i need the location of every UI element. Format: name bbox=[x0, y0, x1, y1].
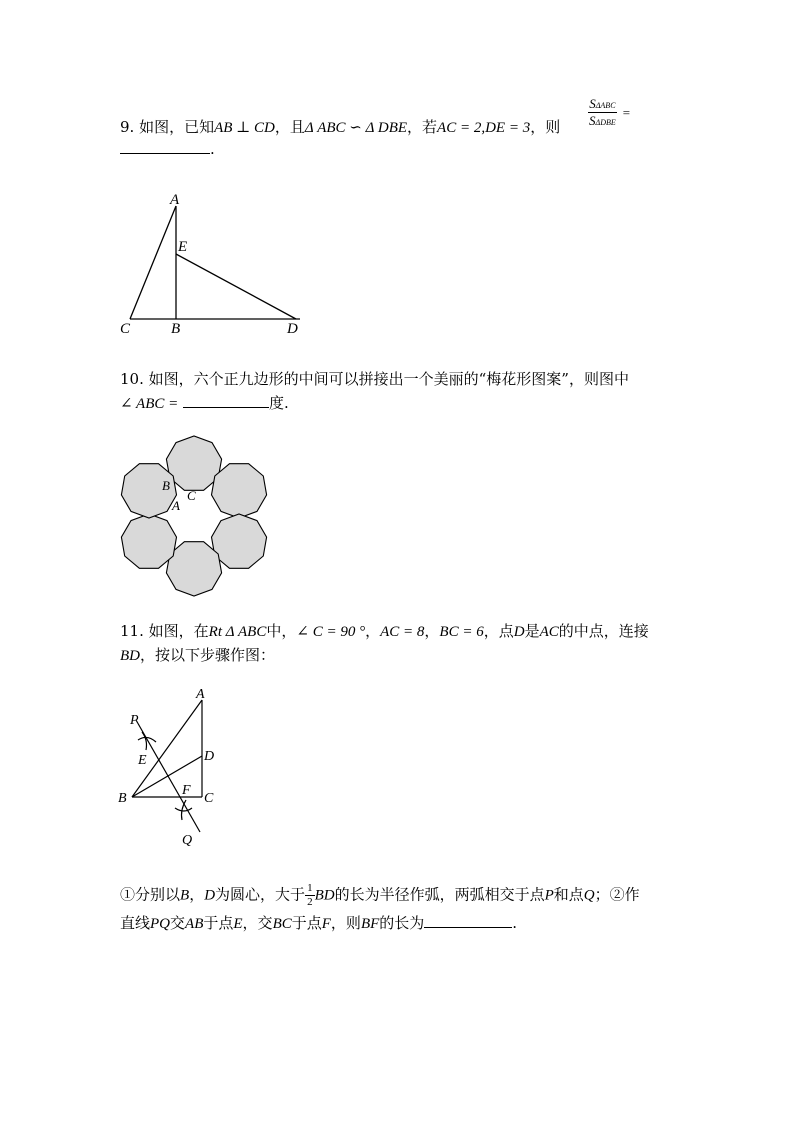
question-number: 9. bbox=[120, 118, 135, 136]
label-B: B bbox=[162, 478, 170, 493]
nonagon bbox=[121, 514, 176, 568]
question-10-line2: ∠ ABC = 度. bbox=[120, 394, 289, 412]
figure-q11 bbox=[112, 684, 232, 854]
label-B: B bbox=[118, 791, 127, 806]
label-C: C bbox=[204, 791, 214, 806]
figure-q10 bbox=[114, 428, 274, 598]
area-ratio-fraction: SΔABC SΔDBE = bbox=[589, 96, 631, 128]
label-A: A bbox=[196, 687, 205, 702]
label-D: D bbox=[204, 749, 215, 764]
nonagon bbox=[212, 464, 267, 518]
label-C: C bbox=[120, 321, 131, 337]
label-D: D bbox=[287, 321, 298, 337]
answer-blank[interactable] bbox=[424, 913, 512, 928]
label-B: B bbox=[171, 321, 181, 337]
label-E: E bbox=[138, 753, 147, 768]
figure-q9 bbox=[110, 188, 310, 338]
question-11-text: 11. 如图，在Rt Δ ABC中，∠ C = 90 °，AC = 8，BC = 6，点D是AC的中点，连接 bbox=[120, 622, 649, 640]
question-11-line2: BD，按以下步骤作图： bbox=[120, 646, 276, 664]
fraction-one-half: $\frac{1}{2}$ bbox=[307, 882, 313, 908]
question-11-steps-line1: ①分别以B，D为圆心，大于 $\frac{1}{2}$ BD的长为半径作弧，两弧相交于点P和点Q；②作 bbox=[120, 882, 640, 908]
answer-blank[interactable] bbox=[120, 139, 210, 154]
question-9-text: 9. 如图，已知AB ⊥ CD，且Δ ABC ∽ Δ DBE，若AC = 2,DE = 3，则 bbox=[120, 118, 561, 136]
question-number: 11. bbox=[120, 622, 144, 640]
label-P: P bbox=[130, 713, 139, 728]
answer-line-9: . bbox=[120, 138, 215, 160]
label-A: A bbox=[170, 192, 180, 208]
label-F: F bbox=[182, 783, 191, 798]
label-Q: Q bbox=[182, 833, 193, 848]
label-C: C bbox=[187, 488, 196, 503]
question-11-steps-line2: 直线PQ交AB于点E，交BC于点F，则BF的长为 . bbox=[120, 914, 518, 932]
label-A: A bbox=[172, 498, 180, 513]
label-E: E bbox=[178, 239, 188, 255]
question-number: 10. bbox=[120, 370, 144, 388]
answer-blank[interactable] bbox=[183, 393, 269, 408]
question-10-text: 10. 如图，六个正九边形的中间可以拼接出一个美丽的“梅花形图案”，则图中 bbox=[120, 370, 629, 388]
